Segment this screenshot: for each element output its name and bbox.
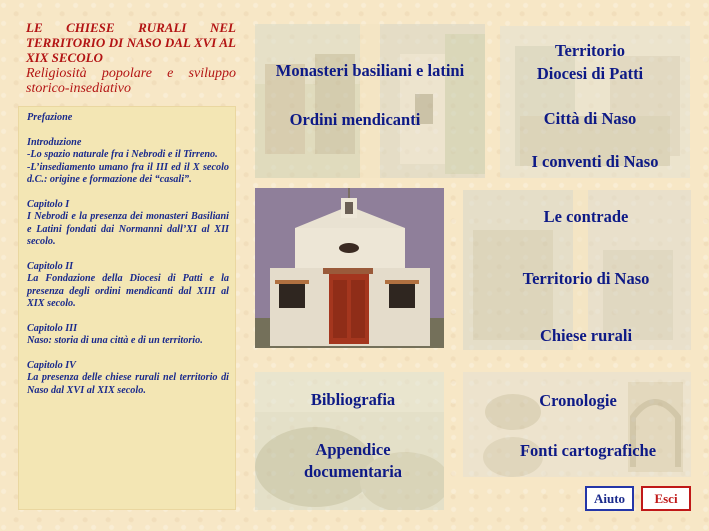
index-link-cap1-text[interactable]: I Nebrodi e la presenza dei monasteri Basiliani e Latini fondati dai Normanni dall’XI al XII secolo. (27, 211, 229, 248)
link-diocesi[interactable]: Diocesi di Patti (536, 64, 644, 83)
church-photo (255, 188, 444, 348)
index-link-cap3-title[interactable]: Capitolo III (27, 322, 78, 334)
crest-photo (463, 372, 691, 477)
link-monasteri[interactable]: Monasteri basiliani e latini (275, 61, 465, 80)
link-territorio[interactable]: Territorio (555, 41, 625, 60)
index-link-cap2-title[interactable]: Capitolo II (27, 260, 74, 272)
index-panel (18, 106, 236, 510)
tile-monasteri (255, 24, 485, 178)
link-territorio-naso[interactable]: Territorio di Naso (522, 269, 650, 288)
tile-territorio (500, 26, 690, 178)
link-bibliografia[interactable]: Bibliografia (310, 390, 396, 409)
exit-button[interactable]: Esci (641, 486, 691, 511)
link-citta[interactable]: Città di Naso (543, 109, 637, 128)
help-button[interactable]: Aiuto (585, 486, 634, 511)
page-title: LE CHIESE RURALI NEL TERRITORIO DI NASO DAL XVI AL XIX SECOLO (26, 20, 236, 65)
index-link-cap1-title[interactable]: Capitolo I (27, 198, 70, 210)
tile-bibliografia (255, 372, 444, 510)
index-link-introduzione[interactable]: Introduzione (27, 136, 82, 148)
link-appendice[interactable]: Appendice (315, 440, 391, 459)
index-link-cap4-title[interactable]: Capitolo IV (27, 360, 76, 372)
link-contrade[interactable]: Le contrade (543, 207, 629, 226)
index-link-cap4-text[interactable]: La presenza delle chiese rurali nel territorio di Naso dal XVI al XIX secolo. (27, 372, 229, 396)
monastery-photo (255, 24, 485, 178)
index-link-intro-1[interactable]: -Lo spazio naturale fra i Nebrodi e il Tirreno. (27, 149, 218, 161)
index-link-intro-2[interactable]: -L’insediamento umano fra il III ed il X secolo d.C.: origine e formazione dei “casali”. (27, 161, 229, 186)
link-conventi[interactable]: I conventi di Naso (531, 152, 659, 171)
link-ordini[interactable]: Ordini mendicanti (289, 110, 421, 129)
index-link-prefazione[interactable]: Prefazione (27, 112, 73, 123)
church-image (255, 188, 444, 348)
link-documentaria[interactable]: documentaria (303, 462, 403, 481)
index-link-cap3-text[interactable]: Naso: storia di una città e di un territorio. (27, 335, 203, 347)
header (26, 20, 236, 96)
tile-contrade (463, 190, 691, 350)
page-subtitle: Religiosità popolare e sviluppo storico-insediativo (26, 66, 236, 96)
index-link-cap2-text[interactable]: La Fondazione della Diocesi di Patti e la presenza degli ordini mendicanti dal XIII al XIX secolo. (27, 273, 229, 310)
link-chiese-rurali[interactable]: Chiese rurali (539, 326, 633, 345)
link-fonti[interactable]: Fonti cartografiche (519, 441, 657, 460)
link-cronologie[interactable]: Cronologie (539, 391, 617, 410)
tile-cronologie (463, 372, 691, 477)
